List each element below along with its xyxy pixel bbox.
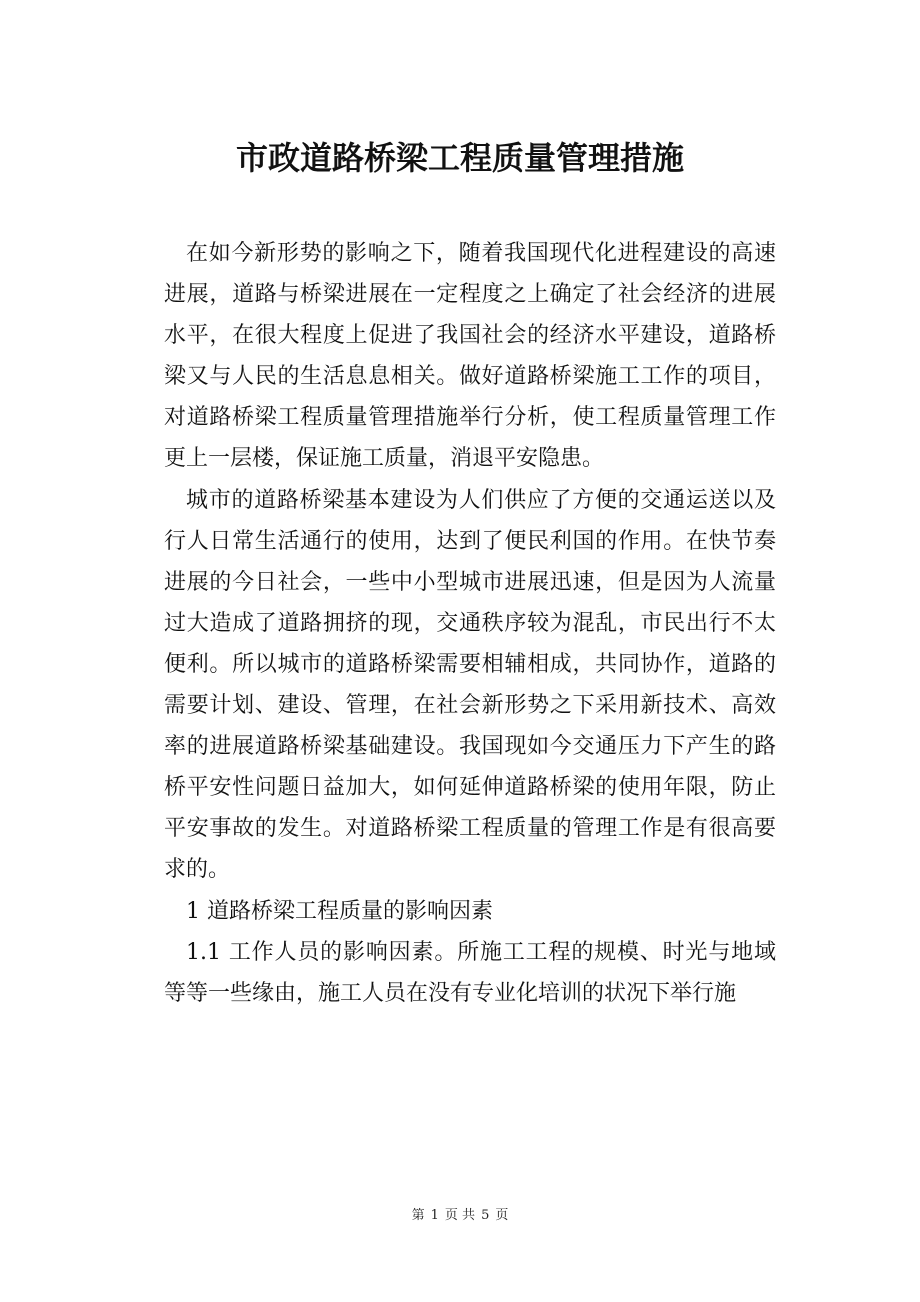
footer-total-pages: 5 [481,1208,490,1223]
footer-label-of: 页 共 [444,1208,476,1223]
footer-label-page: 第 [411,1208,425,1223]
document-title: 市政道路桥梁工程质量管理措施 [235,139,684,177]
section-heading-1: 1 道路桥梁工程质量的影响因素 [186,898,493,924]
paragraph-city-roads: 城市的道路桥梁基本建设为人们供应了方便的交通运送以及行人日常生活通行的使用，达到了便民利国的作用。在快节奏进展的今日社会，一些中小型城市进展迅速，但是因为人流量过大造成了道路拥挤的现，交通秩序较为混乱，市民出行不太便利。所以城市的道路桥梁需要相辅相成，共同协作，道路的需要计划、建设、管理，在社会新形势之下采用新技术、高效率的进展道路桥梁基础建设。我国现如今交通压力下产生的路桥平安性问题日益加大，如何延伸道路桥梁的使用年限，防止平安事故的发生。对道路桥梁工程质量的管理工作是有很高要求的。 [164,487,776,883]
paragraph-1-1: 1.1 工作人员的影响因素。所施工工程的规模、时光与地域等等一些缘由，施工人员在没有专业化培训的状况下举行施 [164,939,776,1006]
paragraph-intro: 在如今新形势的影响之下，随着我国现代化进程建设的高速进展，道路与桥梁进展在一定程度之上确定了社会经济的进展水平，在很大程度上促进了我国社会的经济水平建设，道路桥梁又与人民的生活息息相关。做好道路桥梁施工工作的项目，对道路桥梁工程质量管理措施举行分析，使工程质量管理工作更上一层楼，保证施工质量，消退平安隐患。 [164,241,776,472]
footer-label-end: 页 [495,1208,509,1223]
page-footer [0,1206,920,1226]
footer-current-page: 1 [430,1208,439,1223]
document-body [164,233,776,1014]
